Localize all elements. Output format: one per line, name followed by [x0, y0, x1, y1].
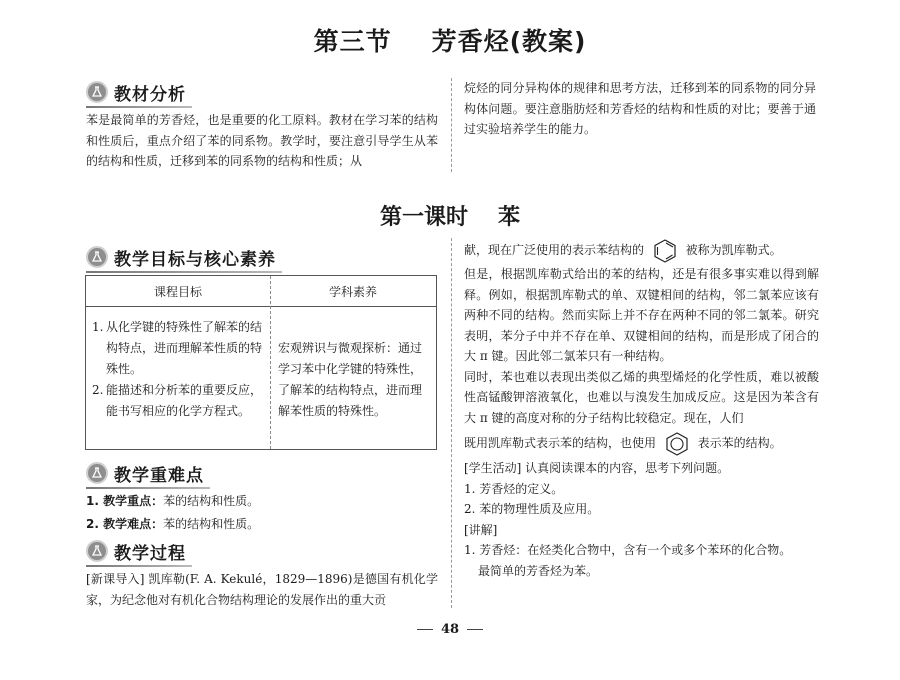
- goals-cell-course: [92, 317, 264, 422]
- goal-item: 2. 能描述和分析苯的重要反应，能书写相应的化学方程式。: [92, 383, 263, 418]
- paragraph-benzene-stability: 同时，苯也难以表现出类似乙烯的典型烯烃的化学性质，难以被酸性高锰酸钾溶液氧化，也难以与溴发生加成反应。这是因为苯含有大 π 键的高度对称的分子结构比较稳定。现在，人们: [464, 369, 819, 425]
- kekule-benzene-icon: [652, 238, 678, 264]
- goals-table-header: [86, 276, 436, 307]
- definition-continued: 最简单的芳香烃为苯。: [478, 563, 599, 578]
- benzene-ring-icon: [664, 431, 690, 457]
- paragraph-kekule-limits: 但是，根据凯库勒式给出的苯的结构，还是有很多事实难以得到解释。例如，根据凯库勒式的单、双键相间的结构，邻二氯苯应该有两种不同的结构。然而实际上并不存在两种不同的邻二氯苯。研究表明，苯分子中并不存在单、双键相间的结构，而是形成了闭合的大 π 键。因此邻二氯苯只有一种结构。: [464, 267, 819, 363]
- section-heading-material: 教材分析: [86, 79, 186, 105]
- keypoint-difficulty: 2. 教学难点：苯的结构和性质。: [86, 517, 260, 531]
- material-analysis-right: 烷烃的同分异构体的规律和思考方法，迁移到苯的同系物的同分异构体问题。要注意脂肪烃和芳香烃的结构和性质的对比；要善于通过实验培养学生的能力。: [464, 81, 816, 136]
- flask-icon: [86, 246, 108, 268]
- section-heading-keypoints: 教学重难点: [86, 460, 204, 486]
- column-divider: [451, 238, 452, 608]
- lesson-title: 第一课时 苯: [379, 205, 521, 230]
- keypoint-focus: 1. 教学重点：苯的结构和性质。: [86, 494, 260, 508]
- definition-item: 1. 芳香烃：在烃类化合物中，含有一个或多个苯环的化合物。: [464, 543, 792, 557]
- process-intro: [新课导入] 凯库勒(F. A. Kekulé，1829—1896)是德国有机化学家，为纪念他对有机化合物结构理论的发展作出的重大贡: [86, 572, 438, 607]
- section-heading-goals: 教学目标与核心素养: [86, 244, 276, 270]
- goal-item: 1. 从化学键的特殊性了解苯的结构特点，进而理解苯性质的特殊性。: [92, 320, 263, 376]
- flask-icon: [86, 540, 108, 562]
- right-column: 献，现在广泛使用的表示苯结构的 被称为凯库勒式。 但是，根据凯库勒式给出的苯的结构，还是有很多事实难以得到解释。例如，根据凯库勒式的单、双键相间的结构，邻二氯苯应该有两种不同的结构。然而实际上并不存在两种不同的邻二氯苯。研究表明，苯分子中并不存在单、双键相间的结构，而是形成了闭合的大 π 键。因此邻二氯苯只有一种结构。 同时，苯也难以表现出类似乙烯的典型烯烃的化学性质，难以被酸性高锰酸钾溶液氧化，也难以与溴发生加成反应。这是因为苯含有大 π 键的高度对称的分子结构比较稳定。现在，人们 既用凯库勒式表示苯的结构，也使用 表示苯的结构。 [学生活动] 认真阅读课本的内容，思考下列问题。 1. 芳香烃的定义。 2. 苯的物理性质及应用。 [讲解] 1. 芳香烃：在烃类化合物中，含有一个或多个苯环的化合物。 最简单的芳香烃为苯。: [464, 236, 819, 581]
- page-number: 48: [0, 622, 900, 637]
- question-item: 1. 芳香烃的定义。: [464, 481, 564, 496]
- goals-cell-literacy: 宏观辨识与微观探析：通过学习苯中化学键的特殊性，了解苯的结构特点，进而理解苯性质的特殊性。: [278, 341, 423, 418]
- column-divider: [451, 78, 452, 172]
- flask-icon: [86, 81, 108, 103]
- flask-icon: [86, 462, 108, 484]
- material-analysis-left: 苯是最简单的芳香烃，也是重要的化工原料。教材在学习苯的结构和性质后，重点介绍了苯的同系物。教学时，要注意引导学生从苯的结构和性质，迁移到苯的同系物的结构和性质；从: [86, 113, 438, 168]
- student-activity: [学生活动] 认真阅读课本的内容，思考下列问题。: [464, 461, 730, 475]
- section-heading-process: 教学过程: [86, 538, 186, 564]
- header-literacy: 学科素养: [328, 285, 377, 299]
- explain-label: [讲解]: [464, 522, 498, 537]
- section-number: 第三节: [313, 27, 392, 56]
- header-course-goals: 课程目标: [153, 285, 202, 299]
- table-column-divider: [270, 276, 271, 449]
- page-title: [0, 22, 900, 58]
- question-item: 2. 苯的物理性质及应用。: [464, 502, 600, 516]
- section-title: 芳香烃(教案): [431, 27, 587, 56]
